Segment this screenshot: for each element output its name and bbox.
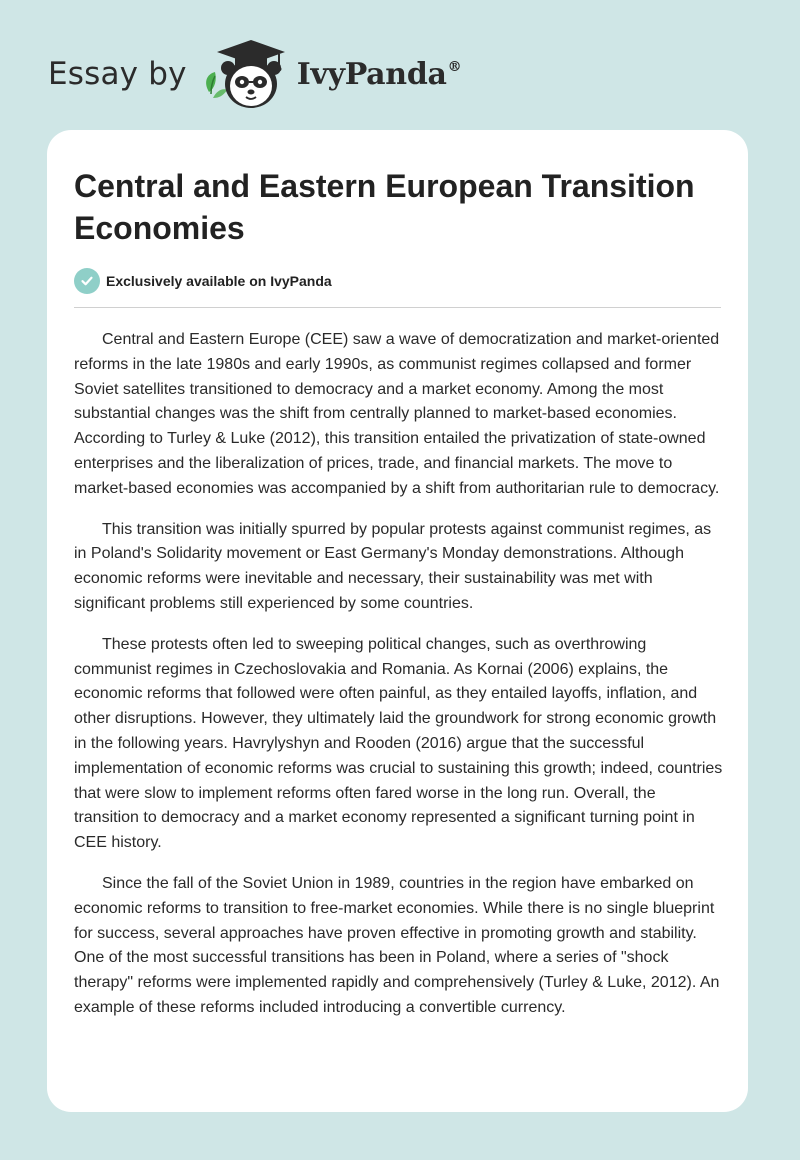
paragraph: Central and Eastern Europe (CEE) saw a wave of democratization and market-oriented reforms in the late 1980s and early 1990s, as communist regimes collapsed and former Soviet satellites transitioned to democracy and a market economy. Among the most substantial changes was the shift from centrally planned to market-based economies. According to Turley & Luke (2012), this transition entailed the privatization of state-owned enterprises and the liberalization of prices, trade, and financial markets. The move to market-based economies was accompanied by a shift from authoritarian rule to democracy. [74,331,720,497]
site-header [48,36,461,112]
paragraph: These protests often led to sweeping political changes, such as overthrowing communist regimes in Czechoslovakia and Romania. As Kornai (2006) explains, the economic reforms that followed were often painful, as they entailed layoffs, inflation, and other disruptions. However, they ultimately laid the groundwork for strong economic growth in the following years. Havrylyshyn and Rooden (2016) argue that the successful implementation of economic reforms was crucial to sustaining this growth; indeed, countries that were slow to implement reforms often fared worse in the long run. Overall, the transition to democracy and a market economy represented a significant turning point in CEE history. [74,635,723,852]
exclusive-badge [74,268,721,294]
essay-card [47,130,748,1112]
essay-by-label: Essay by [48,56,187,92]
page-title: Central and Eastern European Transition Economies [74,168,695,246]
panda-graduate-icon [201,36,293,112]
brand-name: IvyPanda® [296,56,462,92]
essay-body [74,328,721,1021]
divider [74,307,721,308]
badge-label: Exclusively available on IvyPanda [106,273,332,289]
paragraph: This transition was initially spurred by popular protests against communist regimes, as in Poland's Solidarity movement or East Germany's Monday demonstrations. Although economic reforms were inevitable and necessary, their sustainability was met with significant problems still experienced by some countries. [74,520,712,612]
check-circle-icon [74,268,100,294]
paragraph: Since the fall of the Soviet Union in 1989, countries in the region have embarked on economic reforms to transition to free-market economies. While there is no single blueprint for success, several approaches have proven effective in promoting growth and stability. One of the most successful transitions has been in Poland, where a series of "shock therapy" reforms were implemented rapidly and comprehensively (Turley & Luke, 2012). An example of these reforms included introducing a convertible currency. [74,874,720,1016]
registered-mark: ® [447,58,462,75]
